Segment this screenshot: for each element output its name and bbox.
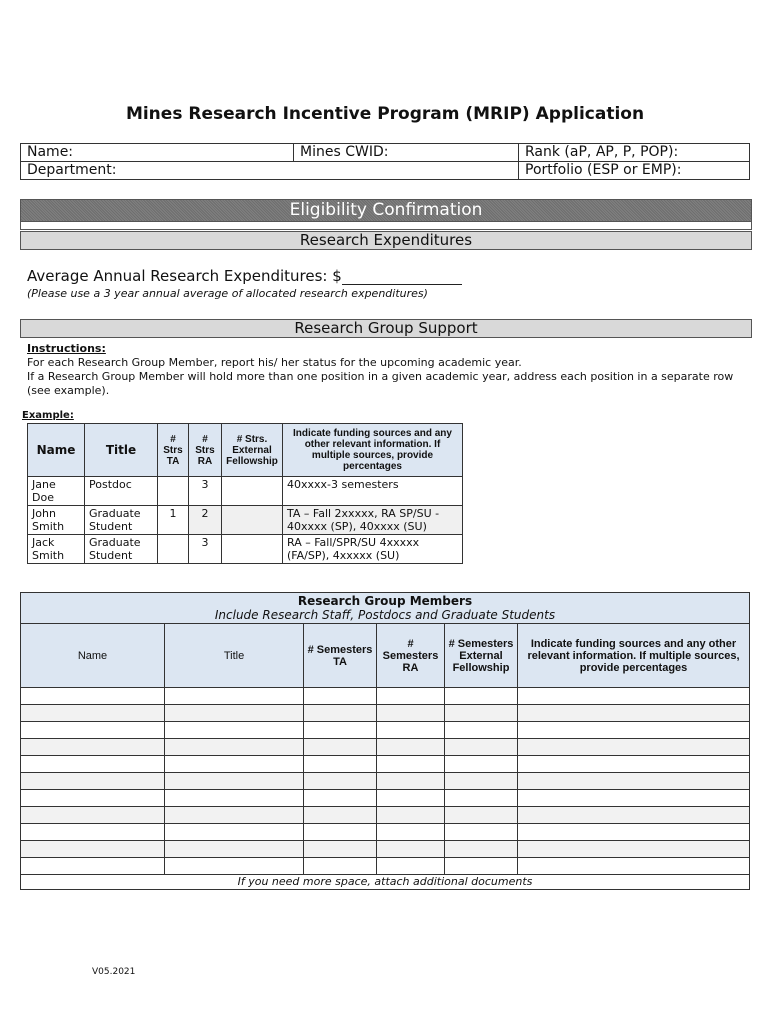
table-cell: 1 <box>158 506 189 535</box>
table-cell: 2 <box>189 506 222 535</box>
members-header: # Semesters RA <box>377 624 445 688</box>
member-input-cell[interactable] <box>445 705 518 722</box>
member-input-cell[interactable] <box>304 824 377 841</box>
member-input-cell[interactable] <box>304 688 377 705</box>
portfolio-field[interactable]: Portfolio (ESP or EMP): <box>519 162 750 180</box>
table-cell <box>222 477 283 506</box>
member-input-cell[interactable] <box>165 739 304 756</box>
instructions <box>27 342 737 398</box>
member-input-cell[interactable] <box>21 773 165 790</box>
member-input-cell[interactable] <box>377 688 445 705</box>
table-cell: TA – Fall 2xxxxx, RA SP/SU - 40xxxx (SP), 40xxxx (SU) <box>283 506 463 535</box>
member-input-cell[interactable] <box>304 773 377 790</box>
table-cell <box>222 535 283 564</box>
table-row <box>21 858 750 875</box>
member-input-cell[interactable] <box>377 858 445 875</box>
instructions-line-1: For each Research Group Member, report his/ her status for the upcoming academic year. <box>27 356 522 369</box>
table-cell: 3 <box>189 477 222 506</box>
example-header: Title <box>85 424 158 477</box>
members-title: Research Group Members <box>297 594 473 608</box>
avg-expenditures-note: (Please use a 3 year annual average of allocated research expenditures) <box>27 287 428 300</box>
member-input-cell[interactable] <box>518 841 750 858</box>
members-footer: If you need more space, attach additional documents <box>21 875 750 890</box>
member-input-cell[interactable] <box>445 841 518 858</box>
example-header: Name <box>28 424 85 477</box>
member-input-cell[interactable] <box>445 858 518 875</box>
table-cell: RA – Fall/SPR/SU 4xxxxx (FA/SP), 4xxxxx (SU) <box>283 535 463 564</box>
member-input-cell[interactable] <box>377 739 445 756</box>
member-input-cell[interactable] <box>518 705 750 722</box>
version-label: V05.2021 <box>92 967 136 977</box>
member-input-cell[interactable] <box>518 773 750 790</box>
member-input-cell[interactable] <box>21 807 165 824</box>
member-input-cell[interactable] <box>165 688 304 705</box>
table-row <box>21 773 750 790</box>
member-input-cell[interactable] <box>21 688 165 705</box>
table-row <box>21 739 750 756</box>
avg-expenditures-input[interactable] <box>342 270 462 285</box>
table-cell: Jane Doe <box>28 477 85 506</box>
member-input-cell[interactable] <box>21 739 165 756</box>
rank-field[interactable]: Rank (aP, AP, P, POP): <box>519 144 750 162</box>
member-input-cell[interactable] <box>21 705 165 722</box>
members-table <box>20 592 750 890</box>
members-subtitle: Include Research Staff, Postdocs and Graduate Students <box>214 608 556 622</box>
table-row <box>21 688 750 705</box>
table-row <box>21 807 750 824</box>
members-header: Indicate funding sources and any other relevant information. If multiple sources, provide percentages <box>518 624 750 688</box>
member-input-cell[interactable] <box>21 756 165 773</box>
cwid-field[interactable]: Mines CWID: <box>294 144 519 162</box>
table-row <box>28 535 463 564</box>
members-table-title <box>21 593 750 624</box>
name-field[interactable]: Name: <box>21 144 294 162</box>
table-cell <box>158 477 189 506</box>
table-cell: 3 <box>189 535 222 564</box>
member-input-cell[interactable] <box>518 807 750 824</box>
member-input-cell[interactable] <box>445 688 518 705</box>
avg-expenditures-label: Average Annual Research Expenditures: $ <box>27 267 342 285</box>
member-input-cell[interactable] <box>518 739 750 756</box>
member-input-cell[interactable] <box>445 773 518 790</box>
member-input-cell[interactable] <box>377 756 445 773</box>
member-input-cell[interactable] <box>165 705 304 722</box>
table-cell: Postdoc <box>85 477 158 506</box>
member-input-cell[interactable] <box>518 722 750 739</box>
table-cell: Graduate Student <box>85 506 158 535</box>
group-support-heading: Research Group Support <box>20 319 752 338</box>
member-input-cell[interactable] <box>377 824 445 841</box>
example-header: # Strs RA <box>189 424 222 477</box>
table-row <box>21 722 750 739</box>
members-header: # Semesters External Fellowship <box>445 624 518 688</box>
member-input-cell[interactable] <box>518 858 750 875</box>
member-input-cell[interactable] <box>165 824 304 841</box>
example-label: Example: <box>22 410 74 421</box>
table-cell: Graduate Student <box>85 535 158 564</box>
member-input-cell[interactable] <box>304 841 377 858</box>
member-input-cell[interactable] <box>165 722 304 739</box>
member-input-cell[interactable] <box>518 756 750 773</box>
member-input-cell[interactable] <box>21 722 165 739</box>
member-input-cell[interactable] <box>445 824 518 841</box>
member-input-cell[interactable] <box>165 790 304 807</box>
member-input-cell[interactable] <box>377 773 445 790</box>
member-input-cell[interactable] <box>377 841 445 858</box>
example-header: # Strs. External Fellowship <box>222 424 283 477</box>
member-input-cell[interactable] <box>445 756 518 773</box>
members-header: Name <box>21 624 165 688</box>
page-title: Mines Research Incentive Program (MRIP) Application <box>125 104 645 124</box>
member-input-cell[interactable] <box>165 858 304 875</box>
table-row <box>21 824 750 841</box>
table-row <box>21 841 750 858</box>
applicant-info-table <box>20 143 750 180</box>
member-input-cell[interactable] <box>304 790 377 807</box>
divider <box>20 221 752 230</box>
example-header: Indicate funding sources and any other relevant information. If multiple sources, provide percentages <box>283 424 463 477</box>
avg-expenditures-row <box>27 267 462 285</box>
table-row <box>21 790 750 807</box>
eligibility-heading: Eligibility Confirmation <box>20 199 752 222</box>
member-input-cell[interactable] <box>377 790 445 807</box>
member-input-cell[interactable] <box>21 790 165 807</box>
department-field[interactable]: Department: <box>21 162 519 180</box>
example-table <box>27 423 463 564</box>
table-cell <box>158 535 189 564</box>
member-input-cell[interactable] <box>304 739 377 756</box>
table-row <box>28 506 463 535</box>
member-input-cell[interactable] <box>377 705 445 722</box>
table-row <box>21 705 750 722</box>
member-input-cell[interactable] <box>377 722 445 739</box>
member-input-cell[interactable] <box>445 722 518 739</box>
table-row <box>21 756 750 773</box>
instructions-label: Instructions: <box>27 342 106 355</box>
member-input-cell[interactable] <box>21 824 165 841</box>
member-input-cell[interactable] <box>165 756 304 773</box>
member-input-cell[interactable] <box>21 858 165 875</box>
research-expenditures-heading: Research Expenditures <box>20 231 752 250</box>
member-input-cell[interactable] <box>304 705 377 722</box>
instructions-line-2: If a Research Group Member will hold more than one position in a given academic year, address each position in a separate row (see example). <box>27 370 734 397</box>
members-header: # Semesters TA <box>304 624 377 688</box>
member-input-cell[interactable] <box>21 841 165 858</box>
member-input-cell[interactable] <box>377 807 445 824</box>
table-cell <box>222 506 283 535</box>
member-input-cell[interactable] <box>445 790 518 807</box>
member-input-cell[interactable] <box>165 807 304 824</box>
member-input-cell[interactable] <box>445 807 518 824</box>
member-input-cell[interactable] <box>304 858 377 875</box>
member-input-cell[interactable] <box>445 739 518 756</box>
member-input-cell[interactable] <box>304 722 377 739</box>
table-cell: John Smith <box>28 506 85 535</box>
example-header: # Strs TA <box>158 424 189 477</box>
table-cell: 40xxxx-3 semesters <box>283 477 463 506</box>
member-input-cell[interactable] <box>304 807 377 824</box>
member-input-cell[interactable] <box>165 841 304 858</box>
table-row <box>28 477 463 506</box>
member-input-cell[interactable] <box>518 688 750 705</box>
member-input-cell[interactable] <box>304 756 377 773</box>
table-cell: Jack Smith <box>28 535 85 564</box>
member-input-cell[interactable] <box>518 824 750 841</box>
member-input-cell[interactable] <box>165 773 304 790</box>
members-header: Title <box>165 624 304 688</box>
member-input-cell[interactable] <box>518 790 750 807</box>
